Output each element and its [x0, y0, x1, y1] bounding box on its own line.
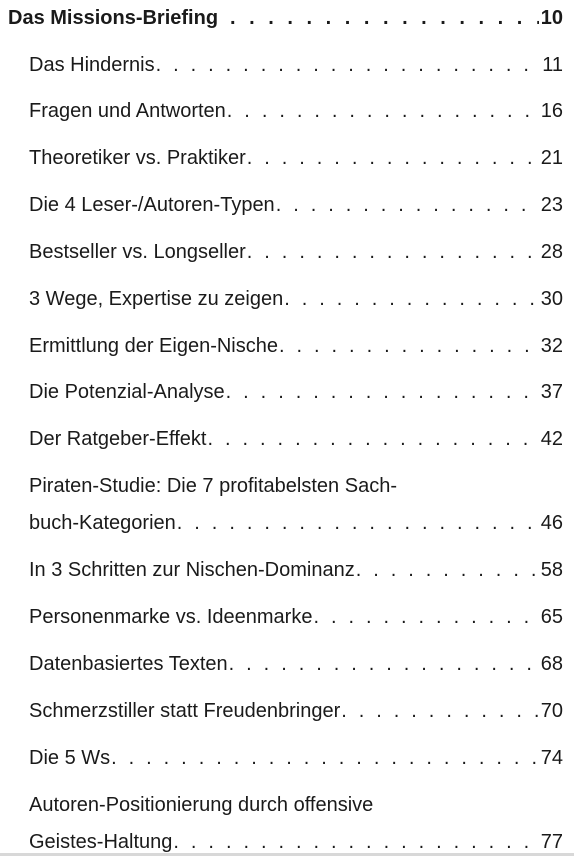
toc-leader-dots — [230, 6, 539, 30]
toc-entry-title: Schmerzstiller statt Freudenbringer — [29, 700, 341, 722]
toc-entry-title: Theoretiker vs. Praktiker — [29, 147, 246, 169]
toc-entry-title: Die Potenzial-Analyse — [29, 381, 225, 403]
toc-entry-title-line2: buch-Kategorien — [29, 512, 176, 534]
toc-entry[interactable] — [29, 287, 563, 311]
toc-entry-page: 77 — [540, 831, 563, 853]
toc-entry-title: 3 Wege, Expertise zu zeigen — [29, 288, 284, 310]
toc-leader-dots — [229, 652, 539, 676]
toc-entry-title: Die 5 Ws — [29, 747, 111, 769]
toc-entry-page: 21 — [540, 147, 563, 169]
toc-leader-dots — [227, 99, 539, 123]
toc-entry[interactable] — [29, 605, 563, 629]
toc-entry[interactable] — [29, 746, 563, 770]
toc-leader-dots — [279, 334, 539, 358]
toc-entry[interactable] — [29, 427, 563, 451]
toc-entry-title: Das Hindernis — [29, 54, 155, 76]
toc-entry[interactable] — [29, 474, 563, 535]
toc-entry[interactable] — [29, 53, 563, 77]
toc-entry-page: 11 — [542, 54, 563, 76]
toc-entry[interactable] — [29, 380, 563, 404]
toc-entry-title-line2: Geistes-Haltung — [29, 831, 173, 853]
toc-entry-title: Bestseller vs. Longseller — [29, 241, 246, 263]
toc-entry-title-line1: Piraten-Studie: Die 7 profitabelsten Sach- — [29, 475, 397, 497]
toc-entry-title-line1: Autoren-Positionierung durch offensive — [29, 794, 374, 816]
toc-entry[interactable] — [29, 334, 563, 358]
toc-entry[interactable] — [29, 699, 563, 723]
toc-entry-page: 74 — [540, 747, 563, 769]
toc-entry[interactable] — [29, 240, 563, 264]
toc-entry-page: 37 — [540, 381, 563, 403]
toc-entry-page: 16 — [540, 100, 563, 122]
toc-entry[interactable] — [29, 558, 563, 582]
toc-entry-title: Die 4 Leser-/Autoren-Typen — [29, 194, 275, 216]
toc-entry-page: 28 — [540, 241, 563, 263]
toc-entry-title: Datenbasiertes Texten — [29, 653, 228, 675]
toc-leader-dots — [247, 240, 539, 264]
toc-entry-page: 32 — [540, 335, 563, 357]
toc-entry-page: 42 — [540, 428, 563, 450]
toc-entry-page: 65 — [540, 606, 563, 628]
toc-entry-page: 46 — [540, 512, 563, 534]
toc-leader-dots — [208, 427, 539, 451]
toc-leader-dots — [247, 146, 539, 170]
toc-chapter-page: 10 — [540, 7, 563, 29]
toc-chapter-heading[interactable] — [8, 6, 563, 30]
toc-leader-dots — [226, 380, 539, 404]
toc-entry-page: 70 — [540, 700, 563, 722]
toc-leader-dots — [284, 287, 539, 311]
toc-leader-dots — [341, 699, 539, 723]
toc-entry-title: Fragen und Antworten — [29, 100, 226, 122]
toc-entry-page: 68 — [540, 653, 563, 675]
toc-leader-dots — [313, 605, 538, 629]
toc-entry-title: Personenmarke vs. Ideenmarke — [29, 606, 313, 628]
toc-chapter-title: Das Missions-Briefing — [8, 7, 219, 29]
toc-entry[interactable] — [29, 793, 563, 854]
toc-leader-dots — [173, 830, 538, 854]
toc-entry-page: 23 — [540, 194, 563, 216]
toc-entry[interactable] — [29, 146, 563, 170]
toc-entry[interactable] — [29, 99, 563, 123]
toc-entry-title: Ermittlung der Eigen-Nische — [29, 335, 278, 357]
toc-entry-page: 30 — [540, 288, 563, 310]
toc-entry-page: 58 — [540, 559, 563, 581]
toc-leader-dots — [356, 558, 539, 582]
toc-entry-title: Der Ratgeber-Effekt — [29, 428, 207, 450]
toc-leader-dots — [156, 53, 541, 77]
toc-entry-title: In 3 Schritten zur Nischen-Dominanz — [29, 559, 355, 581]
toc-entry[interactable] — [29, 652, 563, 676]
toc-leader-dots — [276, 193, 539, 217]
toc-leader-dots — [177, 511, 539, 535]
toc-leader-dots — [111, 746, 539, 770]
toc-entry[interactable] — [29, 193, 563, 217]
